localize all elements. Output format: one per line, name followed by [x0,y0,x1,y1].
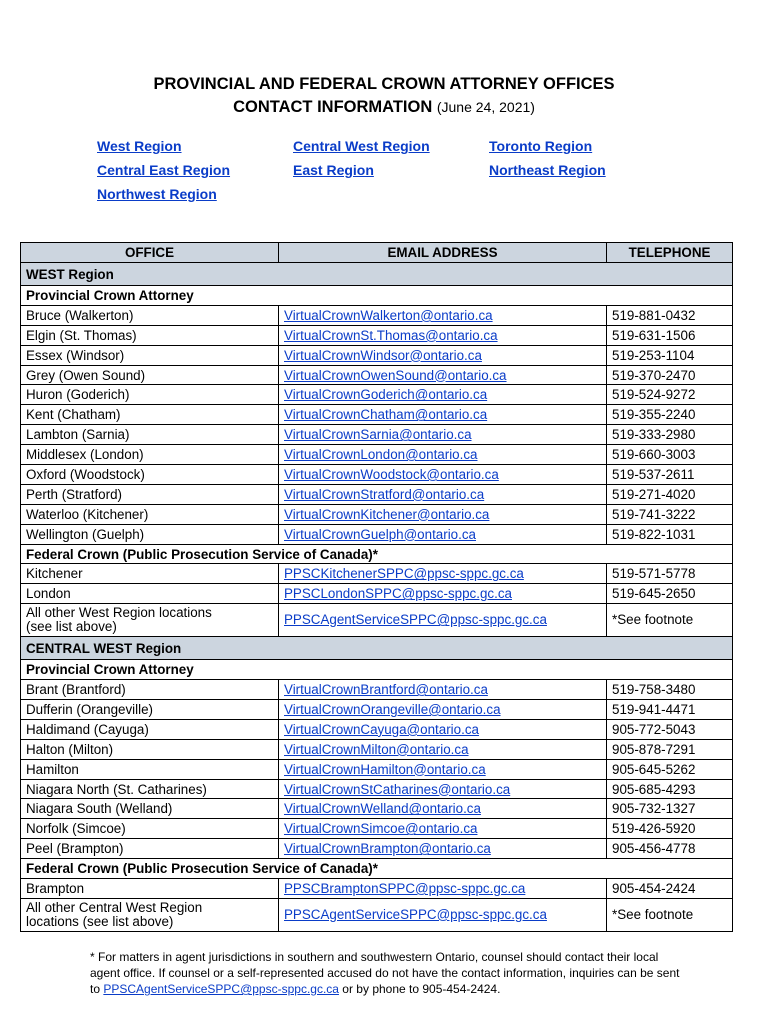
table-row [21,879,733,899]
email-cell [279,484,607,504]
office-name: Grey (Owen Sound) [21,365,279,385]
region-heading-row [21,637,733,660]
table-row [21,739,733,759]
table-row [21,524,733,544]
contacts-table [20,242,733,932]
email-link[interactable]: PPSCKitchenerSPPC@ppsc-sppc.gc.ca [284,566,524,582]
email-link[interactable]: PPSCLondonSPPC@ppsc-sppc.gc.ca [284,586,512,602]
email-cell [279,739,607,759]
telephone: 519-941-4471 [607,700,733,720]
document-title: PROVINCIAL AND FEDERAL CROWN ATTORNEY OFFICES [153,75,615,93]
telephone: 519-881-0432 [607,305,733,325]
email-cell [279,759,607,779]
office-name [21,898,279,931]
email-link[interactable]: VirtualCrownWoodstock@ontario.ca [284,466,499,482]
region-link-toronto[interactable]: Toronto Region [489,138,593,154]
table-row [21,604,733,637]
office-name: Perth (Stratford) [21,484,279,504]
telephone: 905-685-4293 [607,779,733,799]
telephone: 519-741-3222 [607,504,733,524]
email-link[interactable]: PPSCAgentServiceSPPC@ppsc-sppc.gc.ca [284,906,547,922]
telephone: 519-524-9272 [607,385,733,405]
office-name: Oxford (Woodstock) [21,465,279,485]
email-link[interactable]: PPSCBramptonSPPC@ppsc-sppc.gc.ca [284,880,526,896]
table-body [21,263,733,932]
office-name: Niagara North (St. Catharines) [21,779,279,799]
table-row [21,484,733,504]
telephone: 905-456-4778 [607,839,733,859]
email-link[interactable]: VirtualCrownBrantford@ontario.ca [284,682,488,698]
footnote-text-end: or by phone to 905-454-2424. [338,982,501,996]
email-cell [279,680,607,700]
telephone: 519-355-2240 [607,405,733,425]
email-link[interactable]: VirtualCrownKitchener@ontario.ca [284,506,490,522]
table-row [21,898,733,931]
footnote-email-link[interactable]: PPSCAgentServiceSPPC@ppsc-sppc.gc.ca [103,982,339,996]
telephone: 905-454-2424 [607,879,733,899]
email-cell [279,898,607,931]
region-links [97,137,657,203]
telephone: *See footnote [607,604,733,637]
table-row [21,365,733,385]
region-heading-row [21,263,733,286]
telephone: 519-822-1031 [607,524,733,544]
office-name: Haldimand (Cayuga) [21,719,279,739]
region-link-central-west[interactable]: Central West Region [293,138,430,154]
column-header-office: OFFICE [21,243,279,263]
email-cell [279,799,607,819]
region-link-central-east[interactable]: Central East Region [97,162,231,178]
email-cell [279,425,607,445]
telephone: 905-732-1327 [607,799,733,819]
table-row [21,305,733,325]
group-heading-row [21,286,733,306]
email-link[interactable]: VirtualCrownGoderich@ontario.ca [284,387,488,403]
column-header-telephone: TELEPHONE [607,243,733,263]
office-name-line: All other Central West Region [26,899,203,915]
telephone: 519-645-2650 [607,584,733,604]
telephone: 519-426-5920 [607,819,733,839]
footnote-text: * For matters in agent jurisdictions in southern and southwestern Ontario, counsel should contact their local agent office. If counsel or a self-represented accused do not have the contact information, inquiries can be sent to [90,950,680,996]
telephone: 905-645-5262 [607,759,733,779]
telephone: 519-571-5778 [607,564,733,584]
email-cell [279,839,607,859]
email-cell [279,524,607,544]
office-name: Waterloo (Kitchener) [21,504,279,524]
email-cell [279,345,607,365]
table-row [21,425,733,445]
table-row [21,759,733,779]
telephone: 905-772-5043 [607,719,733,739]
office-name: Elgin (St. Thomas) [21,325,279,345]
footnote [90,949,680,997]
telephone: 519-631-1506 [607,325,733,345]
email-link[interactable]: VirtualCrownStCatharines@ontario.ca [284,781,511,797]
telephone: 519-271-4020 [607,484,733,504]
table-row [21,564,733,584]
table-row [21,779,733,799]
email-cell [279,879,607,899]
subtitle-text: CONTACT INFORMATION [233,98,433,116]
group-heading: Provincial Crown Attorney [21,660,733,680]
office-name: Dufferin (Orangeville) [21,700,279,720]
column-header-email: EMAIL ADDRESS [279,243,607,263]
telephone: *See footnote [607,898,733,931]
office-name: Huron (Goderich) [21,385,279,405]
table-row [21,405,733,425]
office-name: Peel (Brampton) [21,839,279,859]
group-heading: Federal Crown (Public Prosecution Service of Canada)* [21,544,733,564]
table-row [21,680,733,700]
email-cell [279,700,607,720]
table-row [21,325,733,345]
office-name: London [21,584,279,604]
table-row [21,719,733,739]
table-row [21,465,733,485]
office-name: Lambton (Sarnia) [21,425,279,445]
group-heading-row [21,859,733,879]
telephone: 519-333-2980 [607,425,733,445]
email-cell [279,584,607,604]
email-cell [279,779,607,799]
email-link[interactable]: VirtualCrownSt.Thomas@ontario.ca [284,327,498,343]
group-heading-row [21,660,733,680]
office-name: Wellington (Guelph) [21,524,279,544]
table-row [21,445,733,465]
document-subtitle [0,98,768,117]
email-cell [279,564,607,584]
office-name-line: All other West Region locations [26,605,212,621]
telephone: 519-537-2611 [607,465,733,485]
office-name: Kitchener [21,564,279,584]
email-link[interactable]: VirtualCrownGuelph@ontario.ca [284,526,476,542]
telephone: 519-758-3480 [607,680,733,700]
group-heading: Federal Crown (Public Prosecution Service of Canada)* [21,859,733,879]
email-cell [279,405,607,425]
table-header-row [21,243,733,263]
table-row [21,345,733,365]
region-heading: WEST Region [21,263,733,286]
region-link-northwest[interactable]: Northwest Region [97,186,217,202]
email-link[interactable]: VirtualCrownWelland@ontario.ca [284,801,481,817]
email-cell [279,305,607,325]
email-link[interactable]: VirtualCrownCayuga@ontario.ca [284,721,479,737]
email-link[interactable]: VirtualCrownSarnia@ontario.ca [284,427,472,443]
email-cell [279,465,607,485]
office-name-line: locations (see list above) [26,913,174,929]
email-link[interactable]: VirtualCrownMilton@ontario.ca [284,741,469,757]
email-cell [279,604,607,637]
region-heading: CENTRAL WEST Region [21,637,733,660]
email-link[interactable]: VirtualCrownHamilton@ontario.ca [284,761,486,777]
office-name: Brant (Brantford) [21,680,279,700]
email-cell [279,504,607,524]
office-name [21,604,279,637]
table-row [21,700,733,720]
email-link[interactable]: VirtualCrownChatham@ontario.ca [284,407,488,423]
table-row [21,385,733,405]
group-heading: Provincial Crown Attorney [21,286,733,306]
email-link[interactable]: VirtualCrownWalkerton@ontario.ca [284,307,493,323]
email-link[interactable]: VirtualCrownStratford@ontario.ca [284,486,485,502]
region-link-northeast[interactable]: Northeast Region [489,162,606,178]
office-name: Essex (Windsor) [21,345,279,365]
telephone: 905-878-7291 [607,739,733,759]
office-name: Hamilton [21,759,279,779]
email-link[interactable]: VirtualCrownSimcoe@ontario.ca [284,821,478,837]
group-heading-row [21,544,733,564]
office-name: Kent (Chatham) [21,405,279,425]
telephone: 519-660-3003 [607,445,733,465]
email-cell [279,365,607,385]
telephone: 519-370-2470 [607,365,733,385]
email-cell [279,445,607,465]
email-cell [279,325,607,345]
email-link[interactable]: VirtualCrownBrampton@ontario.ca [284,841,491,857]
email-link[interactable]: VirtualCrownLondon@ontario.ca [284,447,478,463]
table-row [21,819,733,839]
table-row [21,584,733,604]
office-name: Norfolk (Simcoe) [21,819,279,839]
office-name: Halton (Milton) [21,739,279,759]
email-link[interactable]: VirtualCrownOrangeville@ontario.ca [284,701,501,717]
office-name: Niagara South (Welland) [21,799,279,819]
table-row [21,504,733,524]
office-name-line: (see list above) [26,619,117,635]
email-cell [279,719,607,739]
region-link-west[interactable]: West Region [97,138,182,154]
table-row [21,799,733,819]
telephone: 519-253-1104 [607,345,733,365]
email-cell [279,819,607,839]
office-name: Middlesex (London) [21,445,279,465]
email-link[interactable]: VirtualCrownOwenSound@ontario.ca [284,367,507,383]
email-cell [279,385,607,405]
office-name: Brampton [21,879,279,899]
email-link[interactable]: PPSCAgentServiceSPPC@ppsc-sppc.gc.ca [284,612,547,628]
document-date: (June 24, 2021) [436,99,535,115]
region-link-east[interactable]: East Region [293,162,374,178]
email-link[interactable]: VirtualCrownWindsor@ontario.ca [284,347,482,363]
table-row [21,839,733,859]
office-name: Bruce (Walkerton) [21,305,279,325]
